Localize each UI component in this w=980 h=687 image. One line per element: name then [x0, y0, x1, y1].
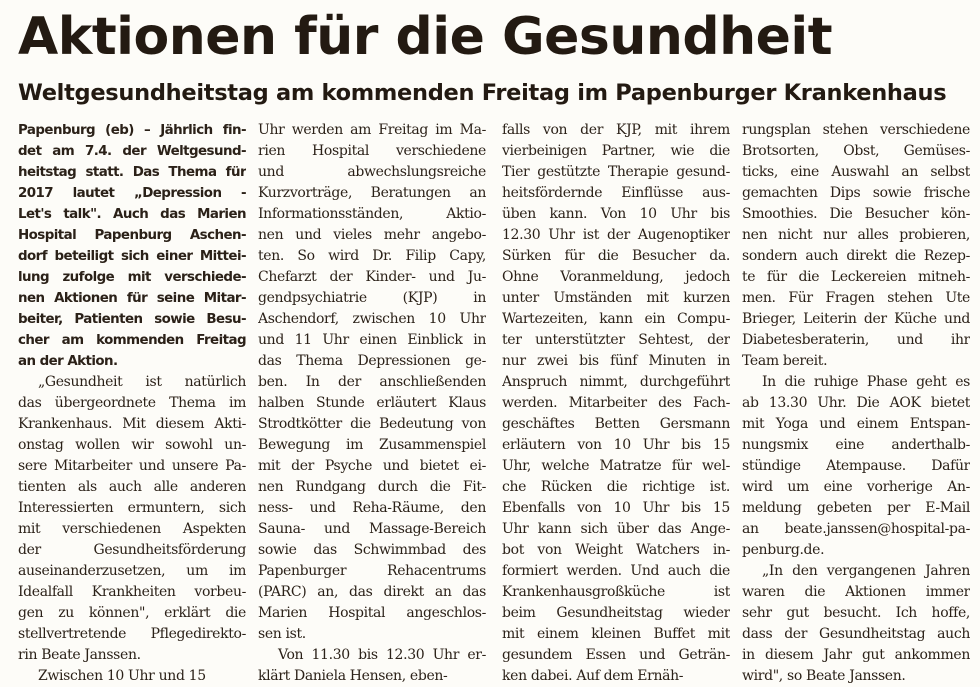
- text-line: „In den vergangenen Jahren: [762, 563, 970, 579]
- text-line: sehr gut besucht. Ich hoffe,: [742, 605, 970, 621]
- text-line: 12.30 Uhr ist der Augenoptiker: [502, 227, 730, 243]
- text-line: wird", so Beate Janssen.: [742, 668, 906, 684]
- text-line: Krankenhausgroßküche ist: [502, 584, 730, 600]
- text-line: klärt Daniela Hensen, eben-: [258, 668, 448, 684]
- text-line: üben kann. Von 10 Uhr bis: [502, 206, 730, 222]
- text-line: Kurzvorträge, Beratungen an: [258, 185, 486, 201]
- text-line: penburg.de.: [742, 542, 825, 558]
- text-line: nungsmix eine anderthalb-: [742, 437, 970, 453]
- text-line: Uhr kann sich über das Ange-: [502, 521, 730, 537]
- text-line: ken dabei. Auf dem Ernäh-: [502, 668, 684, 684]
- text-line: Sürken für die Besucher da.: [502, 248, 730, 264]
- text-line: Informationsständen, Aktio-: [258, 206, 486, 222]
- text-line: das übergeordnete Thema im: [18, 395, 246, 411]
- text-line: Ebenfalls von 10 Uhr bis 15: [502, 500, 730, 516]
- text-line: Diabetesberaterin, und ihr: [742, 332, 970, 348]
- text-line: beim Gesundheitstag wieder: [502, 605, 730, 621]
- text-line: falls von der KJP, mit ihrem: [502, 122, 730, 138]
- text-line: unter Umständen mit kurzen: [502, 290, 730, 306]
- text-line: onstag wollen wir sowohl un-: [18, 437, 246, 453]
- text-line: sondern auch direkt die Rezep-: [742, 248, 970, 264]
- article-column-2: [258, 120, 486, 687]
- text-line: vierbeinigen Partner, wie die: [502, 143, 730, 159]
- text-line: sowie das Schwimmbad des: [258, 542, 486, 558]
- text-line: ticks, eine Auswahl an selbst: [742, 164, 970, 180]
- text-line: mit Yoga und einem Entspan-: [742, 416, 970, 432]
- text-line: heitstag statt. Das Thema für: [18, 165, 246, 180]
- text-line: Strodtkötter die Bedeutung von: [258, 416, 486, 432]
- text-line: ness- und Reha-Räume, den: [258, 500, 486, 516]
- text-line: werden. Mitarbeiter des Fach-: [502, 395, 730, 411]
- text-line: 2017 lautet „Depression -: [18, 186, 246, 201]
- text-line: mit verschiedenen Aspekten: [18, 521, 246, 537]
- text-line: nur zwei bis fünf Minuten in: [502, 353, 730, 369]
- text-line: nen Rundgang durch die Fit-: [258, 479, 486, 495]
- text-line: ten. So wird Dr. Filip Capy,: [258, 248, 486, 264]
- text-line: nen nicht nur alles probieren,: [742, 227, 970, 243]
- text-line: mit einem kleinen Buffet mit: [502, 626, 730, 642]
- text-line: In die ruhige Phase geht es: [762, 374, 970, 390]
- text-line: Marien Hospital angeschlos-: [258, 605, 486, 621]
- text-line: stündige Atempause. Dafür: [742, 458, 970, 474]
- text-line: erläutern von 10 Uhr bis 15: [502, 437, 730, 453]
- text-line: cher am kommenden Freitag: [18, 333, 246, 348]
- text-line: und 11 Uhr einen Einblick in: [258, 332, 486, 348]
- text-line: Papenburger Rehacentrums: [258, 563, 486, 579]
- text-line: lung zufolge mit verschiede-: [18, 270, 246, 285]
- text-line: wird um eine vorherige An-: [742, 479, 970, 495]
- text-line: (PARC) an, das direkt an das: [258, 584, 486, 600]
- text-line: heitsfördernde Einflüsse aus-: [502, 185, 730, 201]
- text-line: auseinanderzusetzen, um im: [18, 563, 246, 579]
- text-line: Idealfall Krankheiten vorbeu-: [18, 584, 246, 600]
- text-line: nen und vieles mehr angebo-: [258, 227, 486, 243]
- text-line: Brieger, Leiterin der Küche und: [742, 311, 970, 327]
- text-line: te für die Leckereien mitneh-: [742, 269, 970, 285]
- text-line: Chefarzt der Kinder- und Ju-: [258, 269, 486, 285]
- text-line: Brotsorten, Obst, Gemüses-: [742, 143, 970, 159]
- text-line: an der Aktion.: [18, 354, 118, 369]
- text-line: Uhr, welche Matratze für wel-: [502, 458, 730, 474]
- text-line: beiter, Patienten sowie Besu-: [18, 312, 246, 327]
- text-line: Krankenhaus. Mit diesem Akti-: [18, 416, 246, 432]
- text-line: dass der Gesundheitstag auch: [742, 626, 970, 642]
- text-line: gesundem Essen und Geträn-: [502, 647, 730, 663]
- text-line: ter unterstützter Sehtest, der: [502, 332, 730, 348]
- text-line: stellvertretende Pflegedirekto-: [18, 626, 246, 642]
- text-line: nen Aktionen für seine Mitar-: [18, 291, 246, 306]
- text-line: Let's talk". Auch das Marien: [18, 207, 246, 222]
- text-line: rungsplan stehen verschiedene: [742, 122, 970, 138]
- text-line: Anspruch nimmt, durchgeführt: [502, 374, 730, 390]
- text-line: men. Für Fragen stehen Ute: [742, 290, 970, 306]
- text-line: Uhr werden am Freitag im Ma-: [258, 122, 486, 138]
- text-line: det am 7.4. der Weltgesund-: [18, 144, 246, 159]
- text-line: Papenburg (eb) – Jährlich fin-: [18, 123, 246, 138]
- article-column-4: [742, 120, 970, 687]
- text-line: ben. In der anschließenden: [258, 374, 486, 390]
- text-line: Bewegung im Zusammenspiel: [258, 437, 486, 453]
- text-line: ab 13.30 Uhr. Die AOK bietet: [742, 395, 970, 411]
- text-line: Tier gestützte Therapie gesund-: [502, 164, 730, 180]
- text-line: rien Hospital verschiedene: [258, 143, 486, 159]
- text-line: bot von Weight Watchers in-: [502, 542, 730, 558]
- text-line: geschäftes Betten Gersmann: [502, 416, 730, 432]
- text-line: Aschendorf, zwischen 10 Uhr: [258, 311, 486, 327]
- text-line: Ohne Voranmeldung, jedoch: [502, 269, 730, 285]
- text-line: Wartezeiten, kann ein Compu-: [502, 311, 730, 327]
- text-line: sen ist.: [258, 626, 306, 642]
- text-line: waren die Aktionen immer: [742, 584, 970, 600]
- headline: Aktionen für die Gesundheit: [18, 7, 833, 67]
- text-line: gen zu können", erklärt die: [18, 605, 246, 621]
- text-line: che Rücken die richtige ist.: [502, 479, 730, 495]
- text-line: „Gesundheit ist natürlich: [38, 374, 246, 390]
- text-line: formiert werden. Und auch die: [502, 563, 730, 579]
- subheadline: Weltgesundheitstag am kommenden Freitag im Papenburger Krankenhaus: [18, 80, 947, 106]
- text-line: Von 11.30 bis 12.30 Uhr er-: [278, 647, 486, 663]
- text-line: Team bereit.: [742, 353, 828, 369]
- text-line: Interessierten ermuntern, sich: [18, 500, 246, 516]
- text-line: halben Stunde erläutert Klaus: [258, 395, 486, 411]
- text-line: rin Beate Janssen.: [18, 647, 141, 663]
- text-line: an beate.janssen@hospital-pa-: [742, 521, 970, 537]
- text-line: gendpsychiatrie (KJP) in: [258, 290, 486, 306]
- text-line: der Gesundheitsförderung: [18, 542, 246, 558]
- text-line: Hospital Papenburg Aschen-: [18, 228, 246, 243]
- article-column-1: [18, 120, 246, 687]
- text-line: das Thema Depressionen ge-: [258, 353, 486, 369]
- text-line: sere Mitarbeiter und unsere Pa-: [18, 458, 246, 474]
- article-column-3: [502, 120, 730, 687]
- text-line: meldung gebeten per E-Mail: [742, 500, 970, 516]
- text-line: tienten als auch alle anderen: [18, 479, 246, 495]
- text-line: dorf beteiligt sich einer Mittei-: [18, 249, 246, 264]
- text-line: Zwischen 10 Uhr und 15: [38, 668, 206, 684]
- text-line: Sauna- und Massage-Bereich: [258, 521, 486, 537]
- text-line: und abwechslungsreiche: [258, 164, 486, 180]
- text-line: Smoothies. Die Besucher kön-: [742, 206, 970, 222]
- text-line: in diesem Jahr gut ankommen: [742, 647, 970, 663]
- text-line: mit der Psyche und bietet ei-: [258, 458, 486, 474]
- text-line: gemachten Dips sowie frische: [742, 185, 970, 201]
